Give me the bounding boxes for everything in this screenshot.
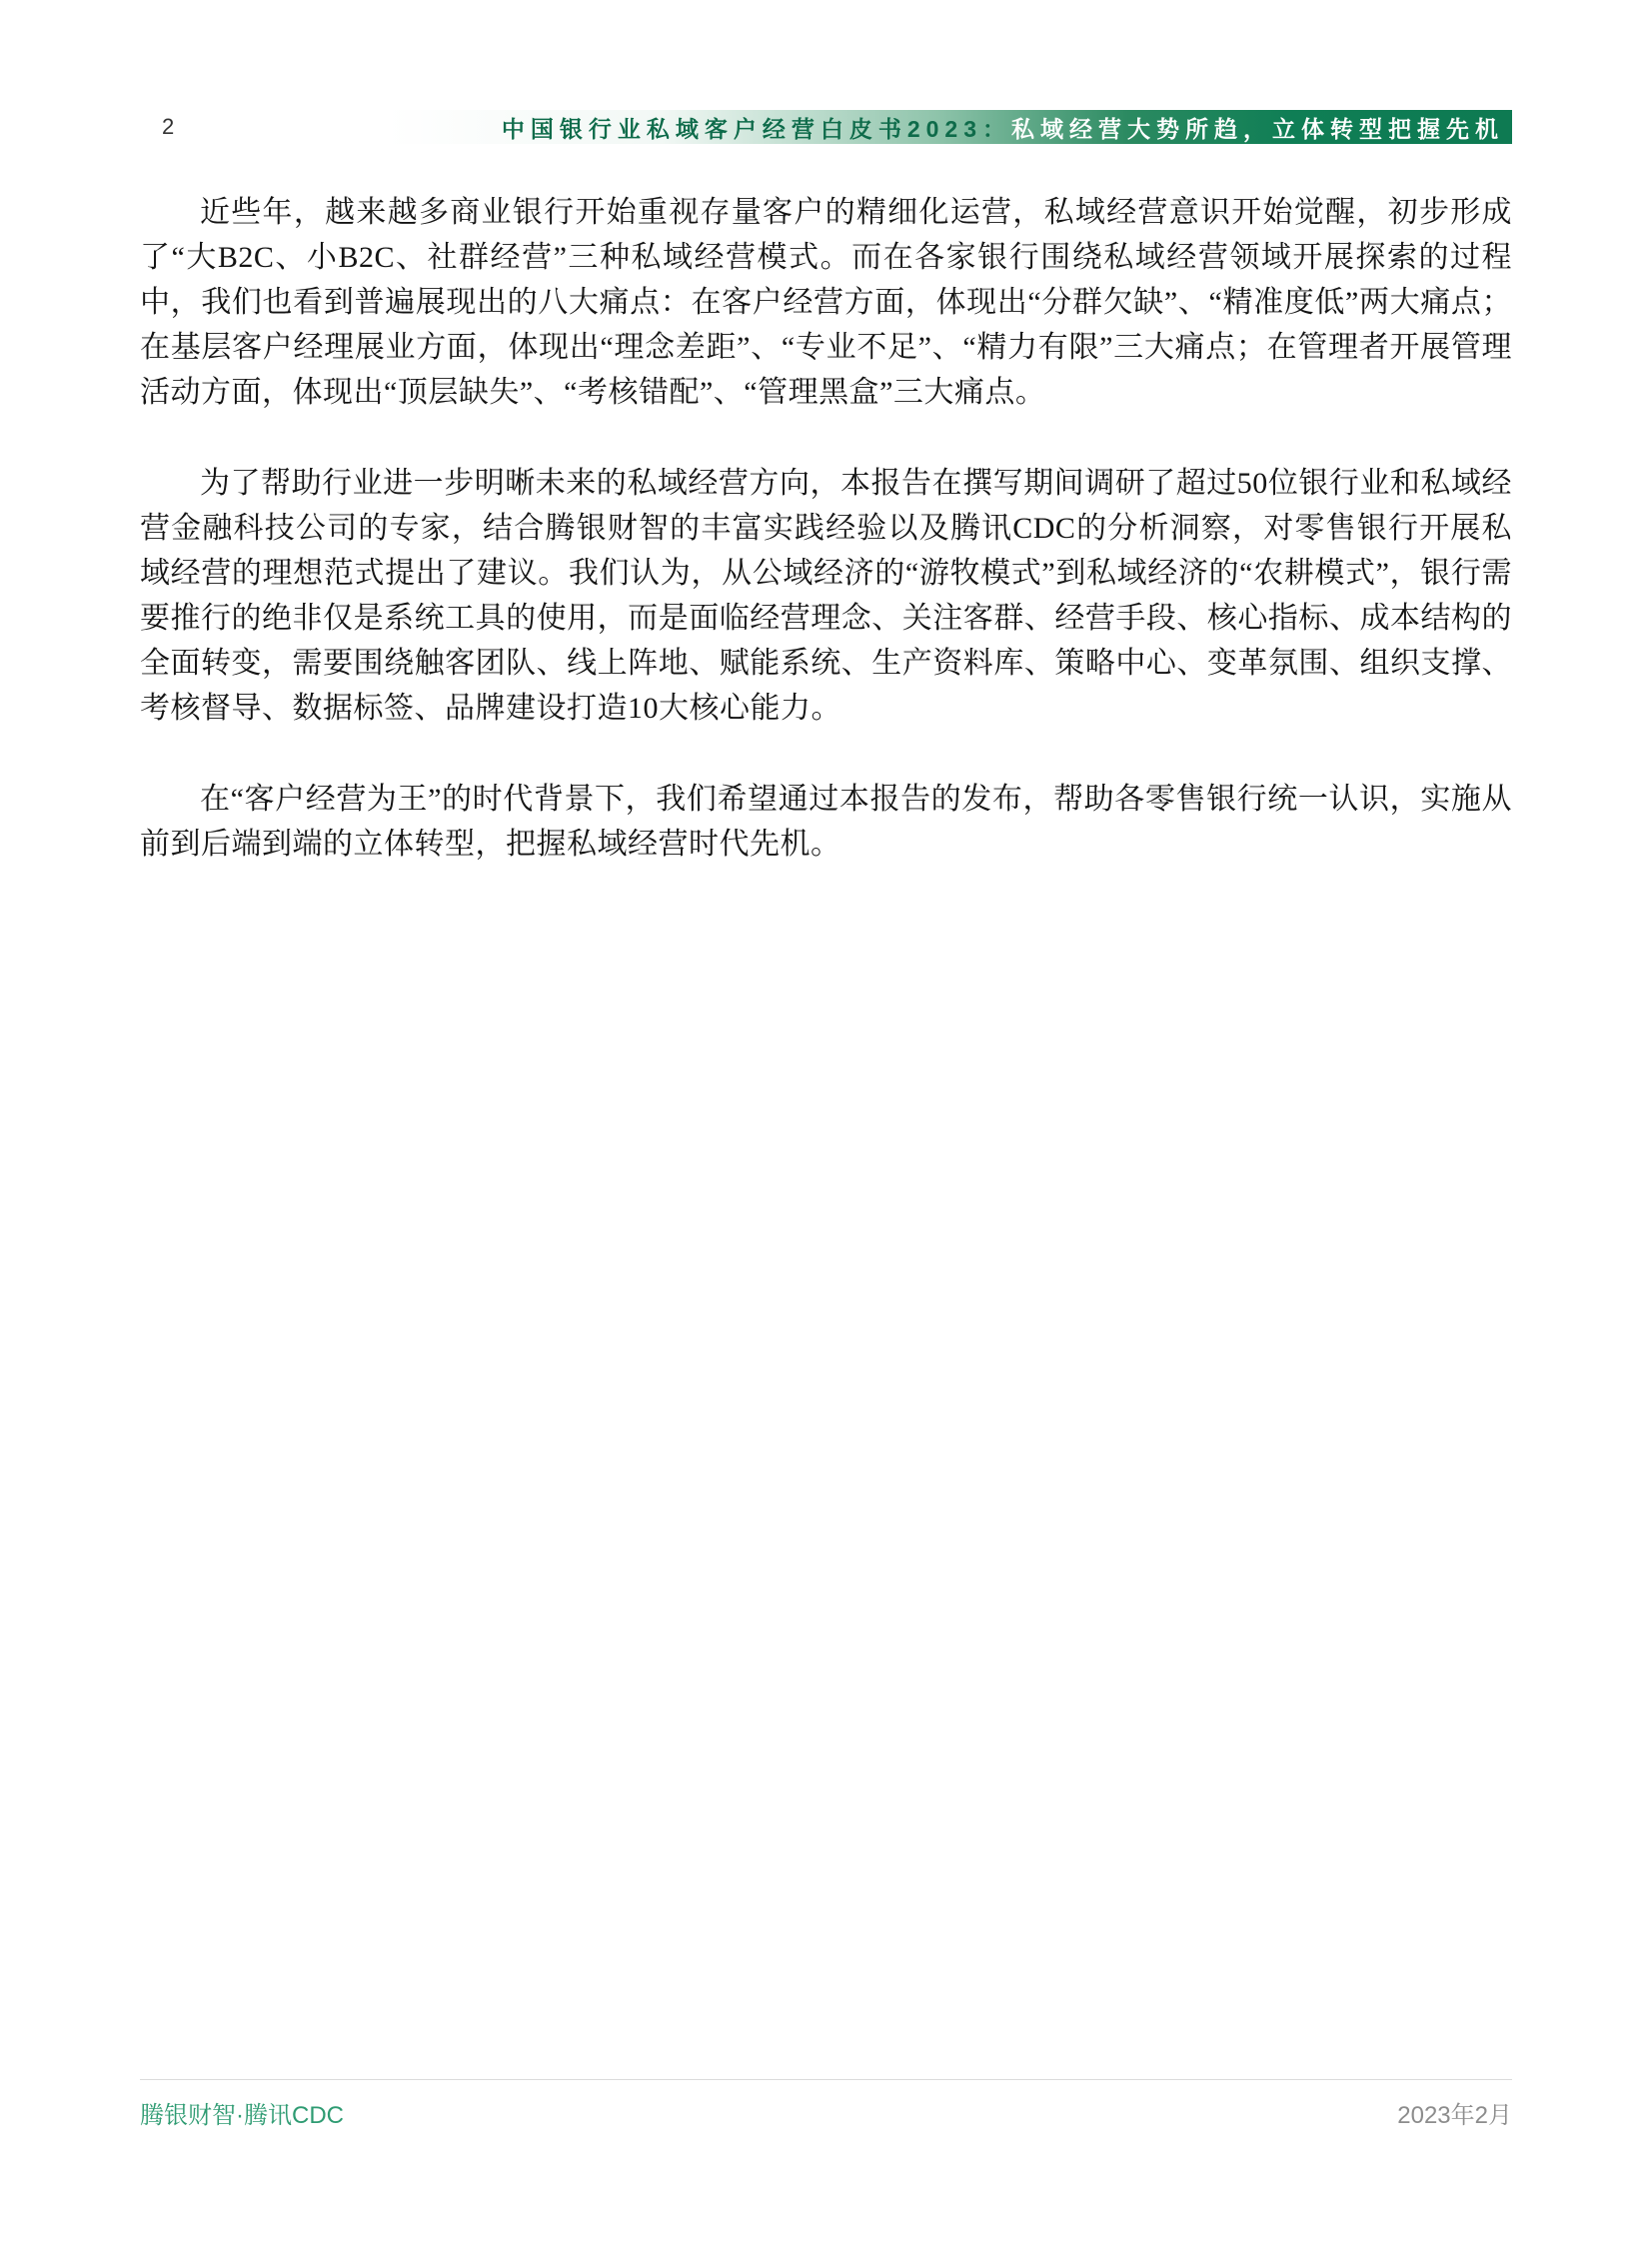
paragraph-research: 为了帮助行业进一步明晰未来的私域经营方向，本报告在撰写期间调研了超过50位银行业和私域经营金融科技公司的专家，结合腾银财智的丰富实践经验以及腾讯CDC的分析洞察，对零售银行开展私域经营的理想范式提出了建议。我们认为，从公域经济的“游牧模式”到私域经济的“农耕模式”，银行需要推行的绝非仅是系统工具的使用，而是面临经营理念、关注客群、经营手段、核心指标、成本结构的全面转变，需要围绕触客团队、线上阵地、赋能系统、生产资料库、策略中心、变革氛围、组织支撑、考核督导、数据标签、品牌建设打造10大核心能力。 [140, 467, 1512, 725]
header-title [174, 111, 1512, 144]
paragraph-conclusion: 在“客户经营为王”的时代背景下，我们希望通过本报告的发布，帮助各零售银行统一认识，实施从前到后端到端的立体转型，把握私域经营时代先机。 [140, 783, 1512, 861]
document-body [140, 190, 1512, 913]
page-number: 2 [162, 114, 175, 139]
footer-date: 2023年2月 [1397, 2102, 1512, 2129]
header-title-left: 中国银行业私域客户经营白皮书2023： [501, 115, 1011, 142]
footer-divider [140, 2079, 1512, 2080]
paragraph-intro: 近些年，越来越多商业银行开始重视存量客户的精细化运营，私域经营意识开始觉醒，初步形成了“大B2C、小B2C、社群经营”三种私域经营模式。而在各家银行围绕私域经营领域开展探索的过程中，我们也看到普遍展现出的八大痛点：在客户经营方面，体现出“分群欠缺”、“精准度低”两大痛点；在基层客户经理展业方面，体现出“理念差距”、“专业不足”、“精力有限”三大痛点；在管理者开展管理活动方面，体现出“顶层缺失”、“考核错配”、“管理黑盒”三大痛点。 [140, 196, 1512, 409]
page-footer [140, 2095, 1512, 2130]
header-title-right: 私域经营大势所趋，立体转型把握先机 [1011, 115, 1504, 142]
footer-brand: 腾银财智·腾讯CDC [140, 2102, 344, 2129]
page-header [140, 110, 1512, 144]
